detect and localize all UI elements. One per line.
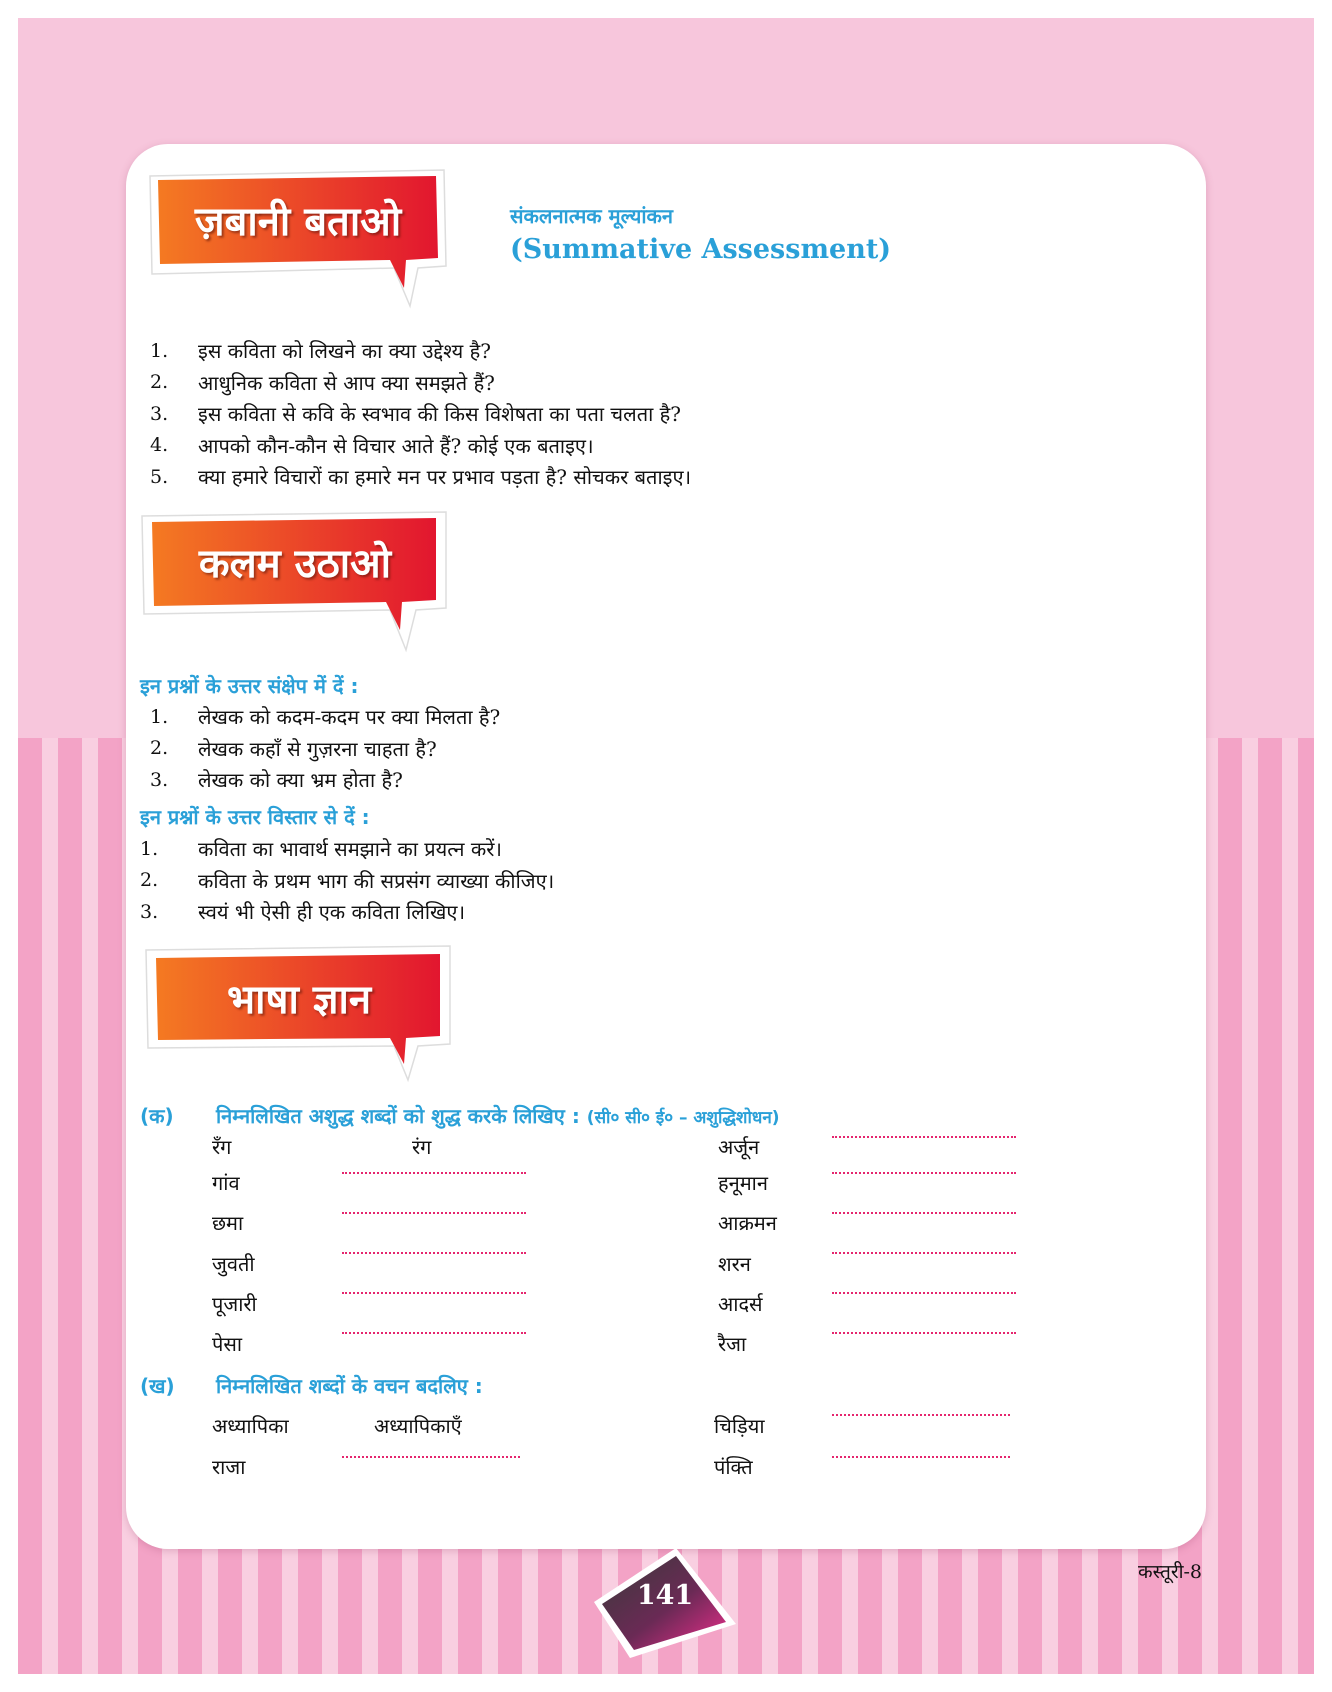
assessment-subtitle-hindi: संकलनात्मक मूल्यांकन — [510, 204, 673, 228]
part-b-label: (ख) — [140, 1374, 175, 1398]
list-item: 5. क्या हमारे विचारों का हमारे मन पर प्रभाव पड़ता है? सोचकर बताइए। — [150, 465, 692, 490]
page-number: 141 — [636, 1580, 694, 1611]
list-item: 3. इस कविता से कवि के स्वभाव की किस विशेषता का पता चलता है? — [150, 402, 681, 427]
word-left: छमा — [212, 1211, 244, 1235]
short-question-list — [150, 701, 500, 796]
book-title: कस्तूरी-8 — [1138, 1561, 1203, 1583]
part-a-label: (क) — [140, 1104, 174, 1128]
answer-blank[interactable] — [832, 1332, 1016, 1334]
answer-blank[interactable] — [342, 1456, 520, 1458]
word-right: चिड़िया — [714, 1414, 765, 1438]
list-item: 2. लेखक कहाँ से गुज़रना चाहता है? — [150, 736, 437, 761]
banner-language-title: भाषा ज्ञान — [226, 977, 372, 1023]
list-item: 3. लेखक को क्या भ्रम होता है? — [150, 768, 403, 793]
answer-blank[interactable] — [342, 1292, 526, 1294]
word-right: पंक्ति — [714, 1455, 753, 1479]
word-right: आदर्स — [718, 1292, 763, 1316]
answer-blank[interactable] — [832, 1136, 1016, 1138]
word-left: गांव — [212, 1171, 240, 1195]
answer-blank[interactable] — [342, 1212, 526, 1214]
example-answer: अध्यापिकाएँ — [374, 1414, 462, 1438]
list-item: 1. लेखक को कदम-कदम पर क्या मिलता है? — [150, 705, 501, 730]
list-item: 2. कविता के प्रथम भाग की सप्रसंग व्याख्या कीजिए। — [140, 868, 555, 893]
answer-blank[interactable] — [342, 1332, 526, 1334]
word-left: राजा — [212, 1455, 246, 1479]
word-right: रैजा — [718, 1332, 747, 1356]
list-item: 4. आपको कौन-कौन से विचार आते हैं? कोई एक बताइए। — [150, 433, 594, 458]
long-question-list — [140, 833, 554, 928]
assessment-subtitle-english: (Summative Assessment) — [510, 234, 892, 265]
example-answer: रंग — [412, 1135, 432, 1159]
banner-writing — [140, 512, 450, 652]
word-right: अर्जून — [718, 1135, 760, 1159]
answer-blank[interactable] — [832, 1414, 1010, 1416]
list-item: 3. स्वयं भी ऐसी ही एक कविता लिखिए। — [140, 900, 466, 925]
word-left: रँग — [212, 1135, 232, 1159]
part-b-instruction: निम्नलिखित शब्दों के वचन बदलिए : — [216, 1374, 483, 1398]
answer-blank[interactable] — [832, 1172, 1016, 1174]
part-a-note: (सी० सी० ई० – अशुद्धिशोधन) — [586, 1108, 780, 1128]
word-right: शरन — [718, 1252, 751, 1276]
long-answer-heading: इन प्रश्नों के उत्तर विस्तार से दें : — [140, 805, 370, 829]
word-left: पेसा — [212, 1332, 243, 1356]
answer-blank[interactable] — [342, 1172, 526, 1174]
word-left: पूजारी — [212, 1292, 257, 1316]
answer-blank[interactable] — [832, 1456, 1010, 1458]
banner-writing-title: कलम उठाओ — [198, 541, 392, 587]
answer-blank[interactable] — [832, 1292, 1016, 1294]
list-item: 1. कविता का भावार्थ समझाने का प्रयत्न करें। — [140, 837, 503, 862]
list-item: 1. इस कविता को लिखने का क्या उद्देश्य है? — [150, 339, 491, 364]
page-number-badge — [590, 1548, 740, 1660]
short-answer-heading: इन प्रश्नों के उत्तर संक्षेप में दें : — [140, 674, 359, 698]
part-a-instruction: निम्नलिखित अशुद्ध शब्दों को शुद्ध करके लिखिए : — [216, 1104, 580, 1128]
answer-blank[interactable] — [342, 1252, 526, 1254]
part-b-heading — [140, 1372, 483, 1399]
word-right: हनूमान — [718, 1171, 768, 1195]
answer-blank[interactable] — [832, 1212, 1016, 1214]
part-a-heading — [140, 1102, 780, 1129]
oral-question-list — [150, 335, 691, 493]
list-item: 2. आधुनिक कविता से आप क्या समझते हैं? — [150, 370, 495, 395]
banner-oral — [148, 170, 448, 310]
banner-oral-title: ज़बानी बताओ — [194, 199, 402, 245]
word-left: जुवती — [212, 1252, 255, 1276]
word-right: आक्रमन — [718, 1211, 777, 1235]
banner-language — [144, 946, 454, 1082]
word-left: अध्यापिका — [212, 1414, 289, 1438]
answer-blank[interactable] — [832, 1252, 1016, 1254]
